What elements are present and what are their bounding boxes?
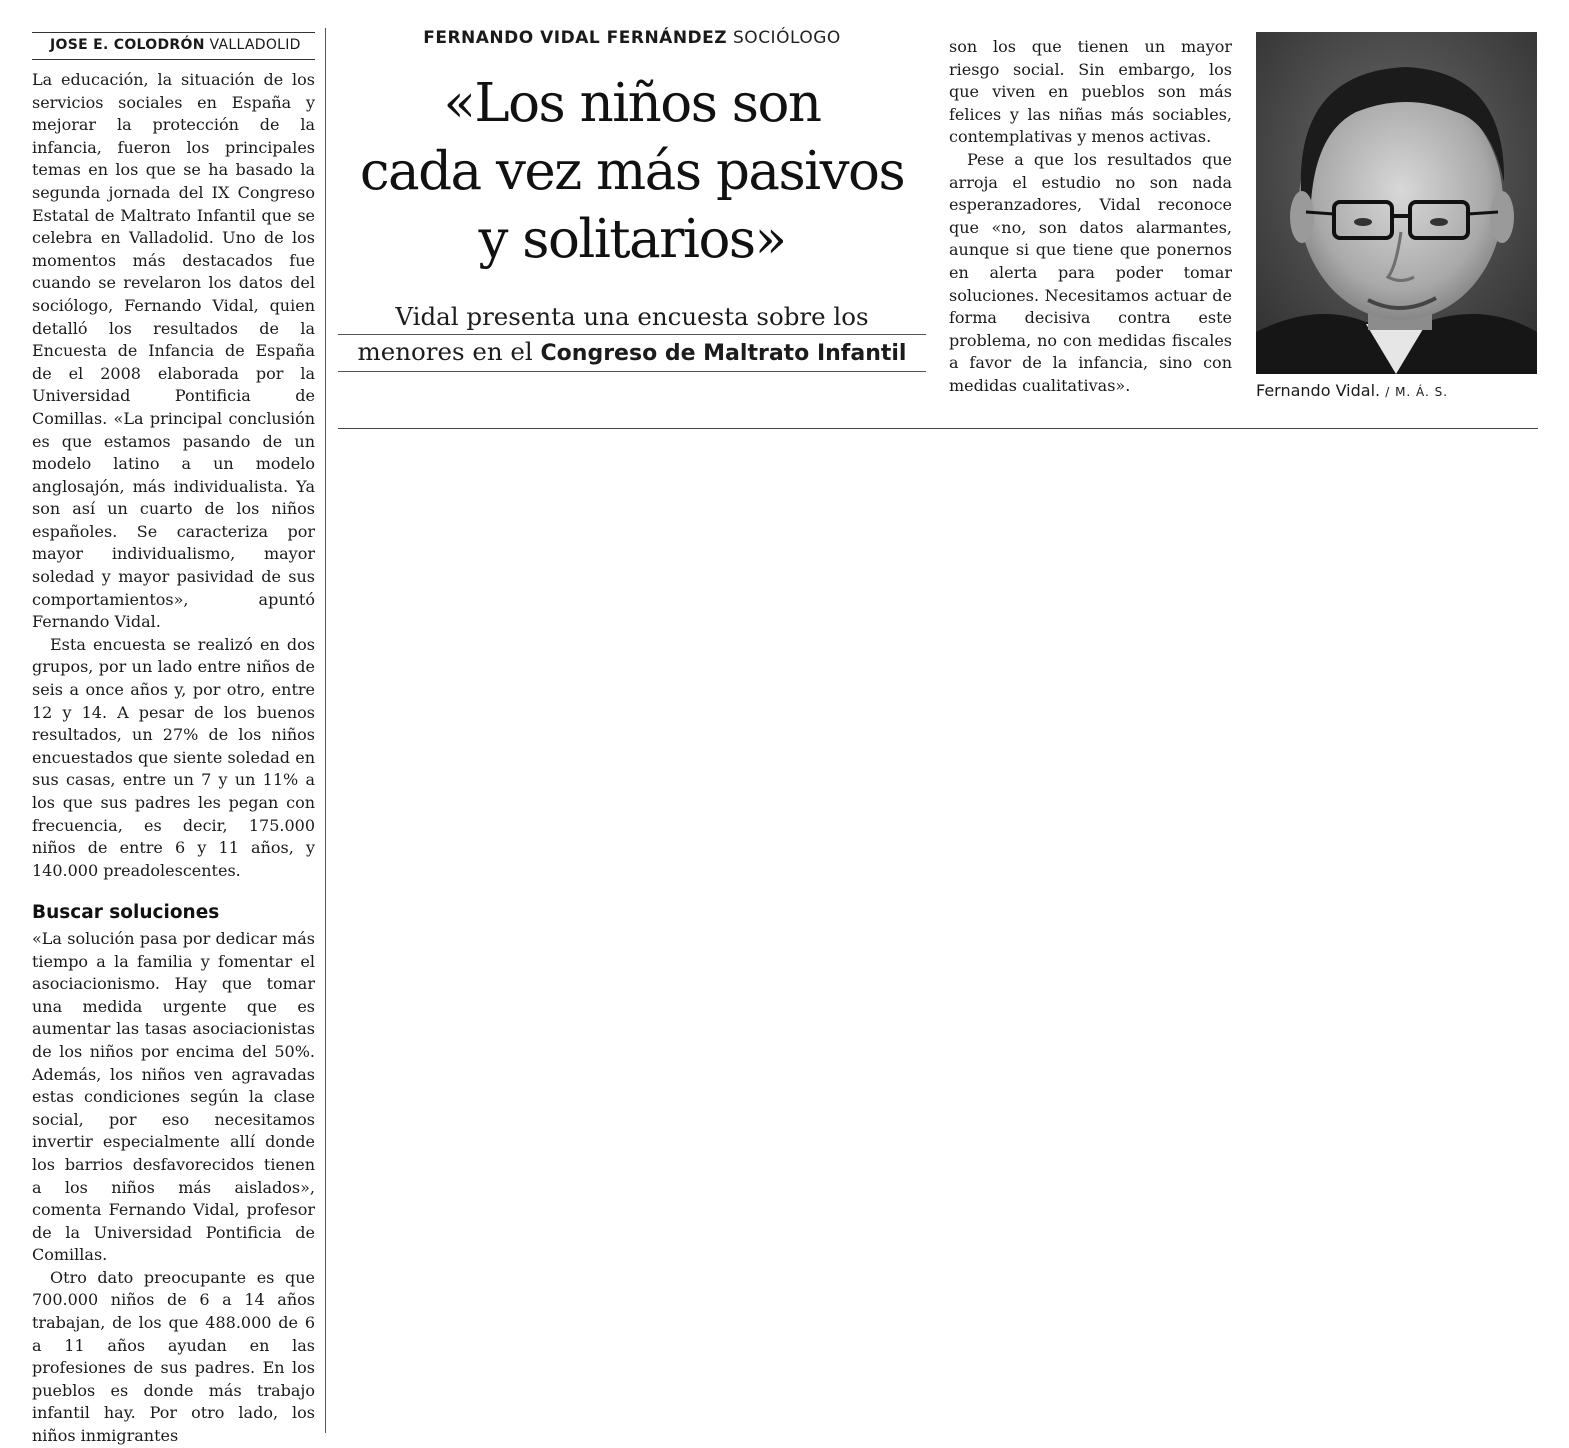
paragraph: La educación, la situación de los servicios sociales en España y mejorar la protección de la infancia, fueron los principales temas en los que se ha basado la segunda jornada del IX Congreso Estatal de Maltrato Infantil que se celebra en Valladolid. Uno de los momentos más destacados fue cuando se revelaron los datos del sociólogo, Fernando Vidal, quien detalló los resultados de la Encuesta de Infancia de España de el 2008 elaborada por la Universidad Pontificia de Comillas. «La principal conclusión es que estamos pasando de un modelo latino a un modelo anglosajón, más individualista. Ya son así un cuarto de los niños españoles. Se caracteriza por mayor individualismo, mayor soledad y mayor pasividad de sus comportamientos», apuntó Fernando Vidal. xyxy=(32,70,315,632)
headline-line: cada vez más pasivos xyxy=(359,141,905,202)
headline xyxy=(338,70,926,274)
headline-line: «Los niños son xyxy=(443,73,821,134)
paragraph: Pese a que los resultados que arroja el estudio no son nada esperanzadores, Vidal reconoce que «no, son datos alarmantes, aunque si que tiene que ponernos en alerta para poder tomar soluciones. Necesitamos actuar de forma decisiva contra este problema, no con medidas fiscales a favor de la infancia, sino con medidas cualitativas». xyxy=(949,149,1232,395)
byline-place: VALLADOLID xyxy=(209,37,301,53)
section-divider xyxy=(338,428,1538,429)
deck-line xyxy=(338,300,926,335)
left-column xyxy=(32,32,315,1448)
column-divider xyxy=(325,28,326,1433)
paragraph: Esta encuesta se realizó en dos grupos, por un lado entre niños de seis a once años y, por otro, entre 12 y 14. A pesar de los buenos resultados, un 27% de los niños encuestados que siente soledad en sus casas, entre un 7 y un 11% a los que sus padres les pegan con frecuencia, es decir, 175.000 niños de entre 6 y 11 años, y 140.000 preadolescentes. xyxy=(32,634,315,880)
kicker-name: FERNANDO VIDAL FERNÁNDEZ xyxy=(423,28,728,48)
paragraph: Otro dato preocupante es que 700.000 niños de 6 a 14 años trabajan, de los que 488.000 de 6 a 11 años ayudan en las profesiones de sus padres. En los pueblos es donde más trabajo infantil hay. Por otro lado, los niños inmigrantes xyxy=(32,1267,315,1446)
deck-text-bold: Congreso de Maltrato Infantil xyxy=(540,341,907,366)
paragraph: «La solución pasa por dedicar más tiempo a la familia y fomentar el asociacionismo. Hay que tomar una medida urgente que es aumentar las tasas asociacionistas de los niños por encima del 50%. Además, los niños ven agravadas estas condiciones según la clase social, por eso necesitamos invertir especialmente allí donde los barrios desfavorecidos tienen a los niños más aislados», comenta Fernando Vidal, profesor de la Universidad Pontificia de Comillas. xyxy=(32,928,315,1265)
kicker xyxy=(338,28,926,48)
article-body-right xyxy=(949,36,1232,398)
byline xyxy=(32,32,315,60)
deck-text: menores en el xyxy=(357,337,533,366)
article-body-left xyxy=(32,69,315,1448)
portrait-photo xyxy=(1256,32,1537,374)
photo-caption xyxy=(1256,381,1448,400)
deck-line xyxy=(338,335,926,372)
deck xyxy=(338,294,926,376)
headline-block xyxy=(338,28,926,376)
paragraph: son los que tienen un mayor riesgo social. Sin embargo, los que viven en pueblos son más felices y las niñas más sociables, contemplativas y menos activas. xyxy=(949,37,1232,147)
caption-text: Fernando Vidal. xyxy=(1256,381,1381,400)
kicker-role: SOCIÓLOGO xyxy=(733,28,841,48)
portrait-image xyxy=(1256,32,1537,374)
photo-credit: / M. Á. S. xyxy=(1385,385,1449,399)
deck-text: Vidal presenta una encuesta sobre los xyxy=(395,302,869,331)
subheading: Buscar soluciones xyxy=(32,902,220,924)
headline-line: y solitarios» xyxy=(478,209,786,270)
right-column xyxy=(949,36,1232,398)
byline-author: JOSE E. COLODRÓN xyxy=(50,37,205,53)
